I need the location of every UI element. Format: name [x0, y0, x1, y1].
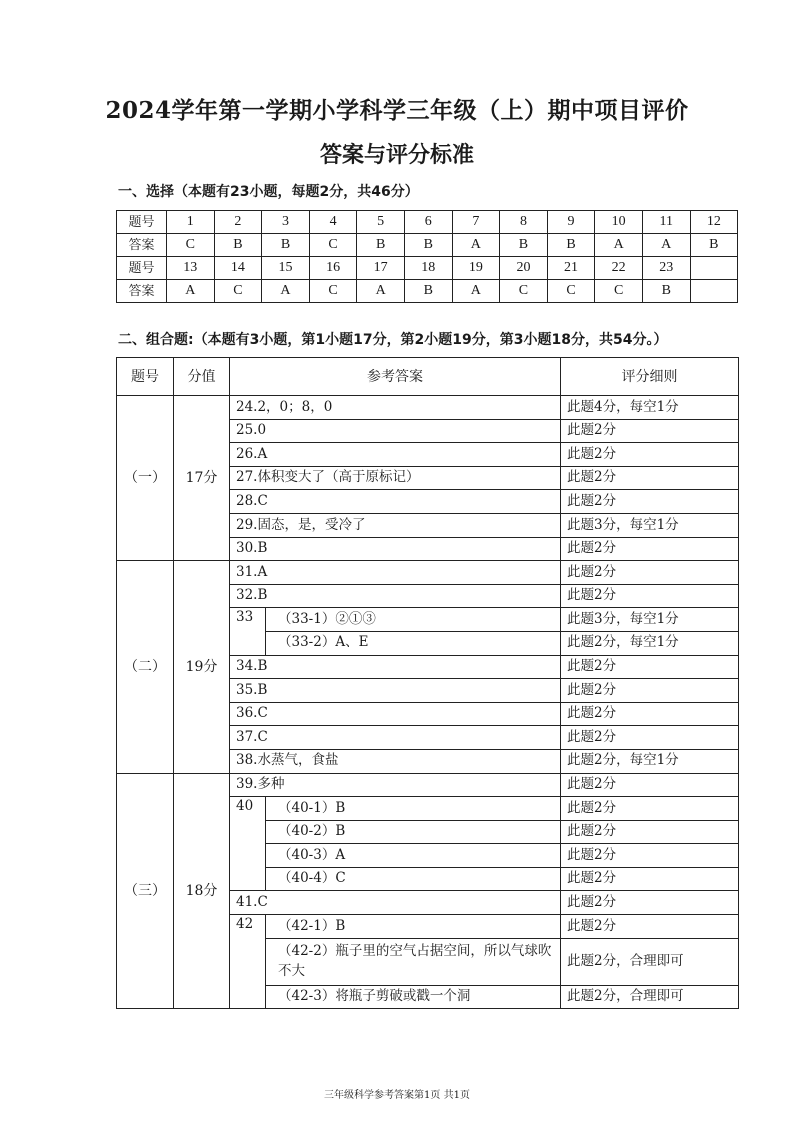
answer-text: 39.多种: [230, 773, 561, 797]
answer-cell: B: [262, 234, 310, 257]
rule-text: 此题2分: [561, 655, 739, 679]
answer-text: （40-3）A: [266, 844, 561, 868]
answer-text: 34.B: [230, 655, 561, 679]
answer-cell: A: [167, 280, 215, 303]
rule-text: 此题2分，每空1分: [561, 749, 739, 773]
group-label: （二）: [117, 561, 174, 773]
answer-text: （33-2）A、E: [266, 631, 561, 655]
label-question-no: 题号: [117, 211, 167, 234]
answer-text: 38.水蒸气，食盐: [230, 749, 561, 773]
answer-cell: B: [214, 234, 262, 257]
page-subtitle: 答案与评分标准: [319, 142, 474, 168]
question-no: 22: [595, 257, 643, 280]
question-no: 6: [404, 211, 452, 234]
group-label: （三）: [117, 773, 174, 1009]
answer-cell: B: [547, 234, 595, 257]
page-title: 2024学年第一学期小学科学三年级（上）期中项目评价: [105, 97, 689, 124]
question-no: 9: [547, 211, 595, 234]
answer-text: 30.B: [230, 537, 561, 561]
answer-cell: A: [452, 280, 500, 303]
rule-text: 此题2分，合理即可: [561, 938, 739, 985]
answer-cell: B: [404, 234, 452, 257]
group-score: 18分: [174, 773, 230, 1009]
answer-text: 36.C: [230, 702, 561, 726]
table-header-row: [117, 358, 739, 396]
rule-text: 此题2分: [561, 726, 739, 750]
rule-text: 此题2分: [561, 844, 739, 868]
rule-text: 此题2分: [561, 490, 739, 514]
header-answer: 参考答案: [230, 358, 561, 396]
question-no: 5: [357, 211, 405, 234]
answer-cell: C: [167, 234, 215, 257]
choice-answer-table: [116, 210, 738, 303]
rule-text: 此题2分: [561, 537, 739, 561]
answer-text: 26.A: [230, 443, 561, 467]
answer-text: （42-3）将瓶子剪破或戳一个洞: [266, 985, 561, 1009]
answer-cell: A: [595, 234, 643, 257]
question-no: 21: [547, 257, 595, 280]
answer-text: 37.C: [230, 726, 561, 750]
answer-text: （42-2）瓶子里的空气占据空间，所以气球吹不大: [266, 938, 561, 985]
rule-text: 此题2分: [561, 820, 739, 844]
group-score: 19分: [174, 561, 230, 773]
question-no: [690, 257, 738, 280]
table-row: [117, 234, 738, 257]
rule-text: 此题2分: [561, 419, 739, 443]
question-no: 18: [404, 257, 452, 280]
answer-text: （40-2）B: [266, 820, 561, 844]
answer-text: （33-1）②①③: [266, 608, 561, 632]
question-number: 40: [230, 797, 266, 891]
rule-text: 此题2分: [561, 773, 739, 797]
table-row: [117, 396, 739, 420]
question-no: 2: [214, 211, 262, 234]
rule-text: 此题2分，每空1分: [561, 631, 739, 655]
label-answer: 答案: [117, 234, 167, 257]
answer-cell: B: [642, 280, 690, 303]
question-no: 13: [167, 257, 215, 280]
answer-text: 32.B: [230, 584, 561, 608]
header-rule: 评分细则: [561, 358, 739, 396]
answer-cell: [690, 280, 738, 303]
rule-text: 此题2分: [561, 679, 739, 703]
rule-text: 此题2分: [561, 797, 739, 821]
answer-cell: C: [595, 280, 643, 303]
answer-cell: B: [357, 234, 405, 257]
answer-cell: C: [309, 234, 357, 257]
question-no: 19: [452, 257, 500, 280]
question-no: 10: [595, 211, 643, 234]
answer-text: （40-1）B: [266, 797, 561, 821]
answer-text: 27.体积变大了（高于原标记）: [230, 466, 561, 490]
rule-text: 此题2分: [561, 891, 739, 915]
answer-cell: C: [309, 280, 357, 303]
group-label: （一）: [117, 396, 174, 561]
table-row: [117, 773, 739, 797]
group-score: 17分: [174, 396, 230, 561]
label-question-no: 题号: [117, 257, 167, 280]
answer-text: 35.B: [230, 679, 561, 703]
rule-text: 此题2分: [561, 466, 739, 490]
answer-cell: B: [500, 234, 548, 257]
rule-text: 此题2分: [561, 561, 739, 585]
answer-text: （42-1）B: [266, 915, 561, 939]
answer-text: 24.2，0；8，0: [230, 396, 561, 420]
label-answer: 答案: [117, 280, 167, 303]
answer-cell: C: [500, 280, 548, 303]
answer-cell: C: [214, 280, 262, 303]
question-number: 33: [230, 608, 266, 655]
section2-heading: 二、组合题:（本题有3小题，第1小题17分，第2小题19分，第3小题18分，共54分。）: [118, 332, 668, 348]
rule-text: 此题2分，合理即可: [561, 985, 739, 1009]
rule-text: 此题2分: [561, 867, 739, 891]
table-row: [117, 561, 739, 585]
rule-text: 此题2分: [561, 915, 739, 939]
answer-text: 25.0: [230, 419, 561, 443]
answer-cell: A: [642, 234, 690, 257]
answer-cell: C: [547, 280, 595, 303]
answer-cell: B: [404, 280, 452, 303]
question-no: 14: [214, 257, 262, 280]
answer-text: 41.C: [230, 891, 561, 915]
question-no: 1: [167, 211, 215, 234]
answer-cell: A: [357, 280, 405, 303]
answer-cell: A: [262, 280, 310, 303]
question-no: 11: [642, 211, 690, 234]
rule-text: 此题4分，每空1分: [561, 396, 739, 420]
combo-answer-table: [116, 357, 739, 1009]
question-no: 15: [262, 257, 310, 280]
section1-heading: 一、选择（本题有23小题，每题2分，共46分）: [118, 184, 419, 200]
header-score: 分值: [174, 358, 230, 396]
table-row: [117, 257, 738, 280]
answer-text: 31.A: [230, 561, 561, 585]
table-row: [117, 280, 738, 303]
question-no: 8: [500, 211, 548, 234]
answer-text: （40-4）C: [266, 867, 561, 891]
rule-text: 此题3分，每空1分: [561, 513, 739, 537]
rule-text: 此题2分: [561, 702, 739, 726]
rule-text: 此题2分: [561, 443, 739, 467]
answer-text: 29.固态，是，受冷了: [230, 513, 561, 537]
header-no: 题号: [117, 358, 174, 396]
table-row: [117, 211, 738, 234]
answer-text: 28.C: [230, 490, 561, 514]
rule-text: 此题3分，每空1分: [561, 608, 739, 632]
answer-cell: B: [690, 234, 738, 257]
question-no: 12: [690, 211, 738, 234]
question-no: 20: [500, 257, 548, 280]
question-number: 42: [230, 915, 266, 1009]
page-footer: 三年级科学参考答案第1页 共1页: [324, 1090, 470, 1101]
question-no: 17: [357, 257, 405, 280]
question-no: 3: [262, 211, 310, 234]
question-no: 4: [309, 211, 357, 234]
answer-cell: A: [452, 234, 500, 257]
question-no: 7: [452, 211, 500, 234]
question-no: 16: [309, 257, 357, 280]
question-no: 23: [642, 257, 690, 280]
rule-text: 此题2分: [561, 584, 739, 608]
